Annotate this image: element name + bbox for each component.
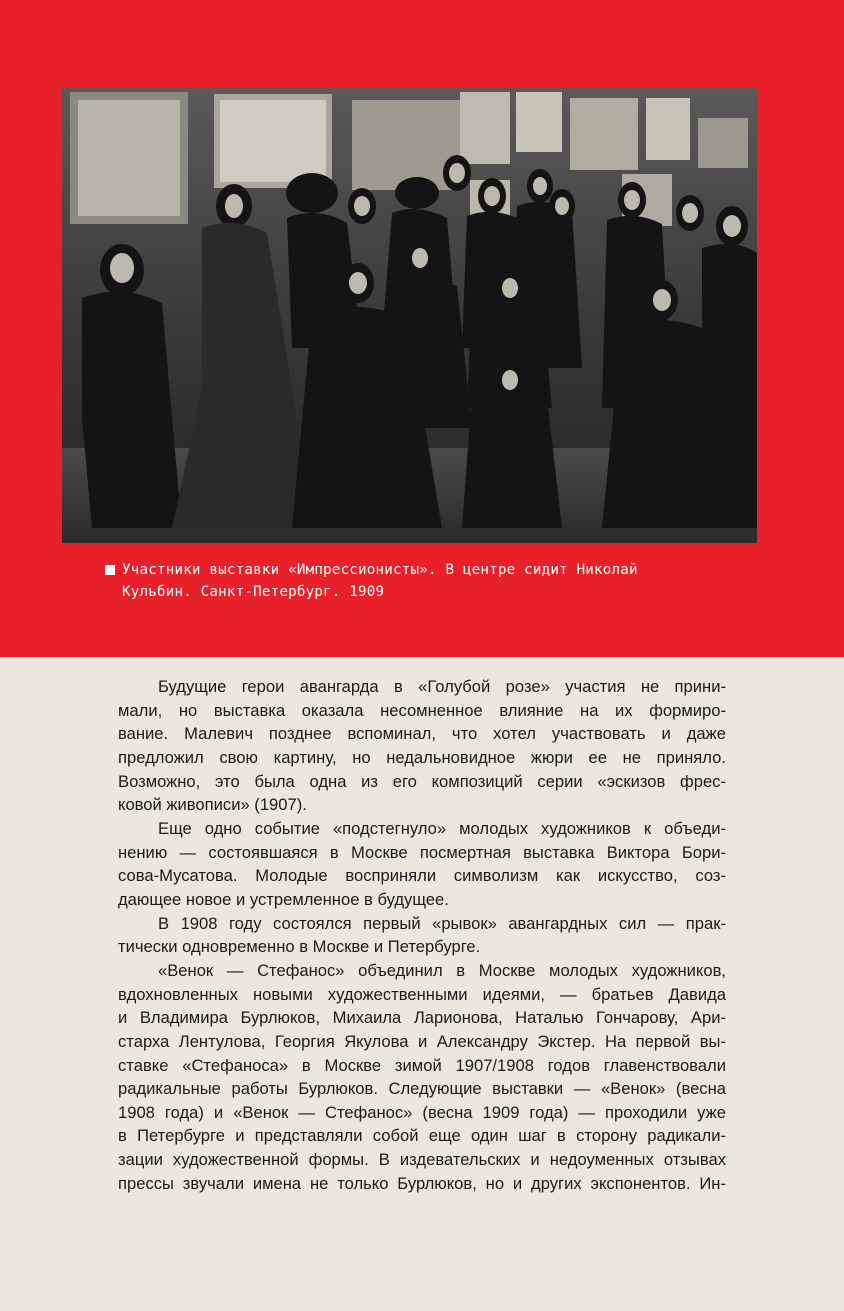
photo-icon <box>62 88 757 543</box>
paragraph-line: 1908 года) и «Венок — Стефанос» (весна 1909 года) — проходили уже <box>118 1102 726 1122</box>
paragraph-line: предложил свою картину, но недальновидное жюри ее не приняло. <box>118 747 726 767</box>
paragraph-line: Возможно, это была одна из его композиций серии «эскизов фрес- <box>118 771 726 791</box>
paragraph-line: ковой живописи» (1907). <box>118 795 307 815</box>
caption-line: Участники выставки «Импрессионисты». В центре сидит Николай <box>122 562 638 578</box>
historical-group-photo <box>62 88 757 543</box>
paragraph-line: сова-Мусатова. Молодые восприняли символизм как искусство, соз- <box>118 866 726 886</box>
paragraph-line: ставке «Стефаноса» в Москве зимой 1907/1908 годов главенствовали <box>118 1055 726 1075</box>
body-text <box>118 675 726 1195</box>
paragraph-line: мали, но выставка оказала несомненное влияние на их формиро- <box>118 700 726 720</box>
paragraph-line: «Венок — Стефанос» объединил в Москве молодых художников, <box>158 960 726 980</box>
paragraph-line: и Владимира Бурлюков, Михаила Ларионова, Наталью Гончарову, Ари- <box>118 1008 726 1028</box>
paragraph-line: вдохновленных новыми художественными идеями, — братьев Давида <box>118 984 726 1004</box>
paragraph-line: Будущие герои авангарда в «Голубой розе» участия не прини- <box>158 677 726 696</box>
paragraph-line: зации художественной формы. В издевательских и недоуменных отзывах <box>118 1150 726 1170</box>
paragraph-line: тически одновременно в Москве и Петербурге. <box>118 937 481 957</box>
photo-caption <box>122 559 822 603</box>
caption-line: Кульбин. Санкт-Петербург. 1909 <box>122 584 385 600</box>
paragraph-line: нению — состоявшаяся в Москве посмертная выставка Виктора Бори- <box>118 842 726 862</box>
paragraph-line: Еще одно событие «подстегнуло» молодых художников к объеди- <box>158 818 726 838</box>
paragraph-line: прессы звучали имена не только Бурлюков, но и других экспонентов. Ин- <box>118 1173 726 1193</box>
paragraph-line: в Петербурге и представляли собой еще один шаг в сторону радикали- <box>118 1126 726 1146</box>
paragraph-line: В 1908 году состоялся первый «рывок» авангардных сил — прак- <box>158 913 726 933</box>
paragraph-line: радикальные работы Бурлюков. Следующие выставки — «Венок» (весна <box>118 1079 726 1099</box>
paragraph-line: дающее новое и устремленное в будущее. <box>118 889 449 909</box>
square-bullet-icon <box>105 565 115 575</box>
paragraph-line: старха Лентулова, Георгия Якулова и Александру Экстер. На первой вы- <box>118 1031 726 1051</box>
paragraph-line: вание. Малевич позднее вспоминал, что хотел участвовать и даже <box>118 724 726 744</box>
